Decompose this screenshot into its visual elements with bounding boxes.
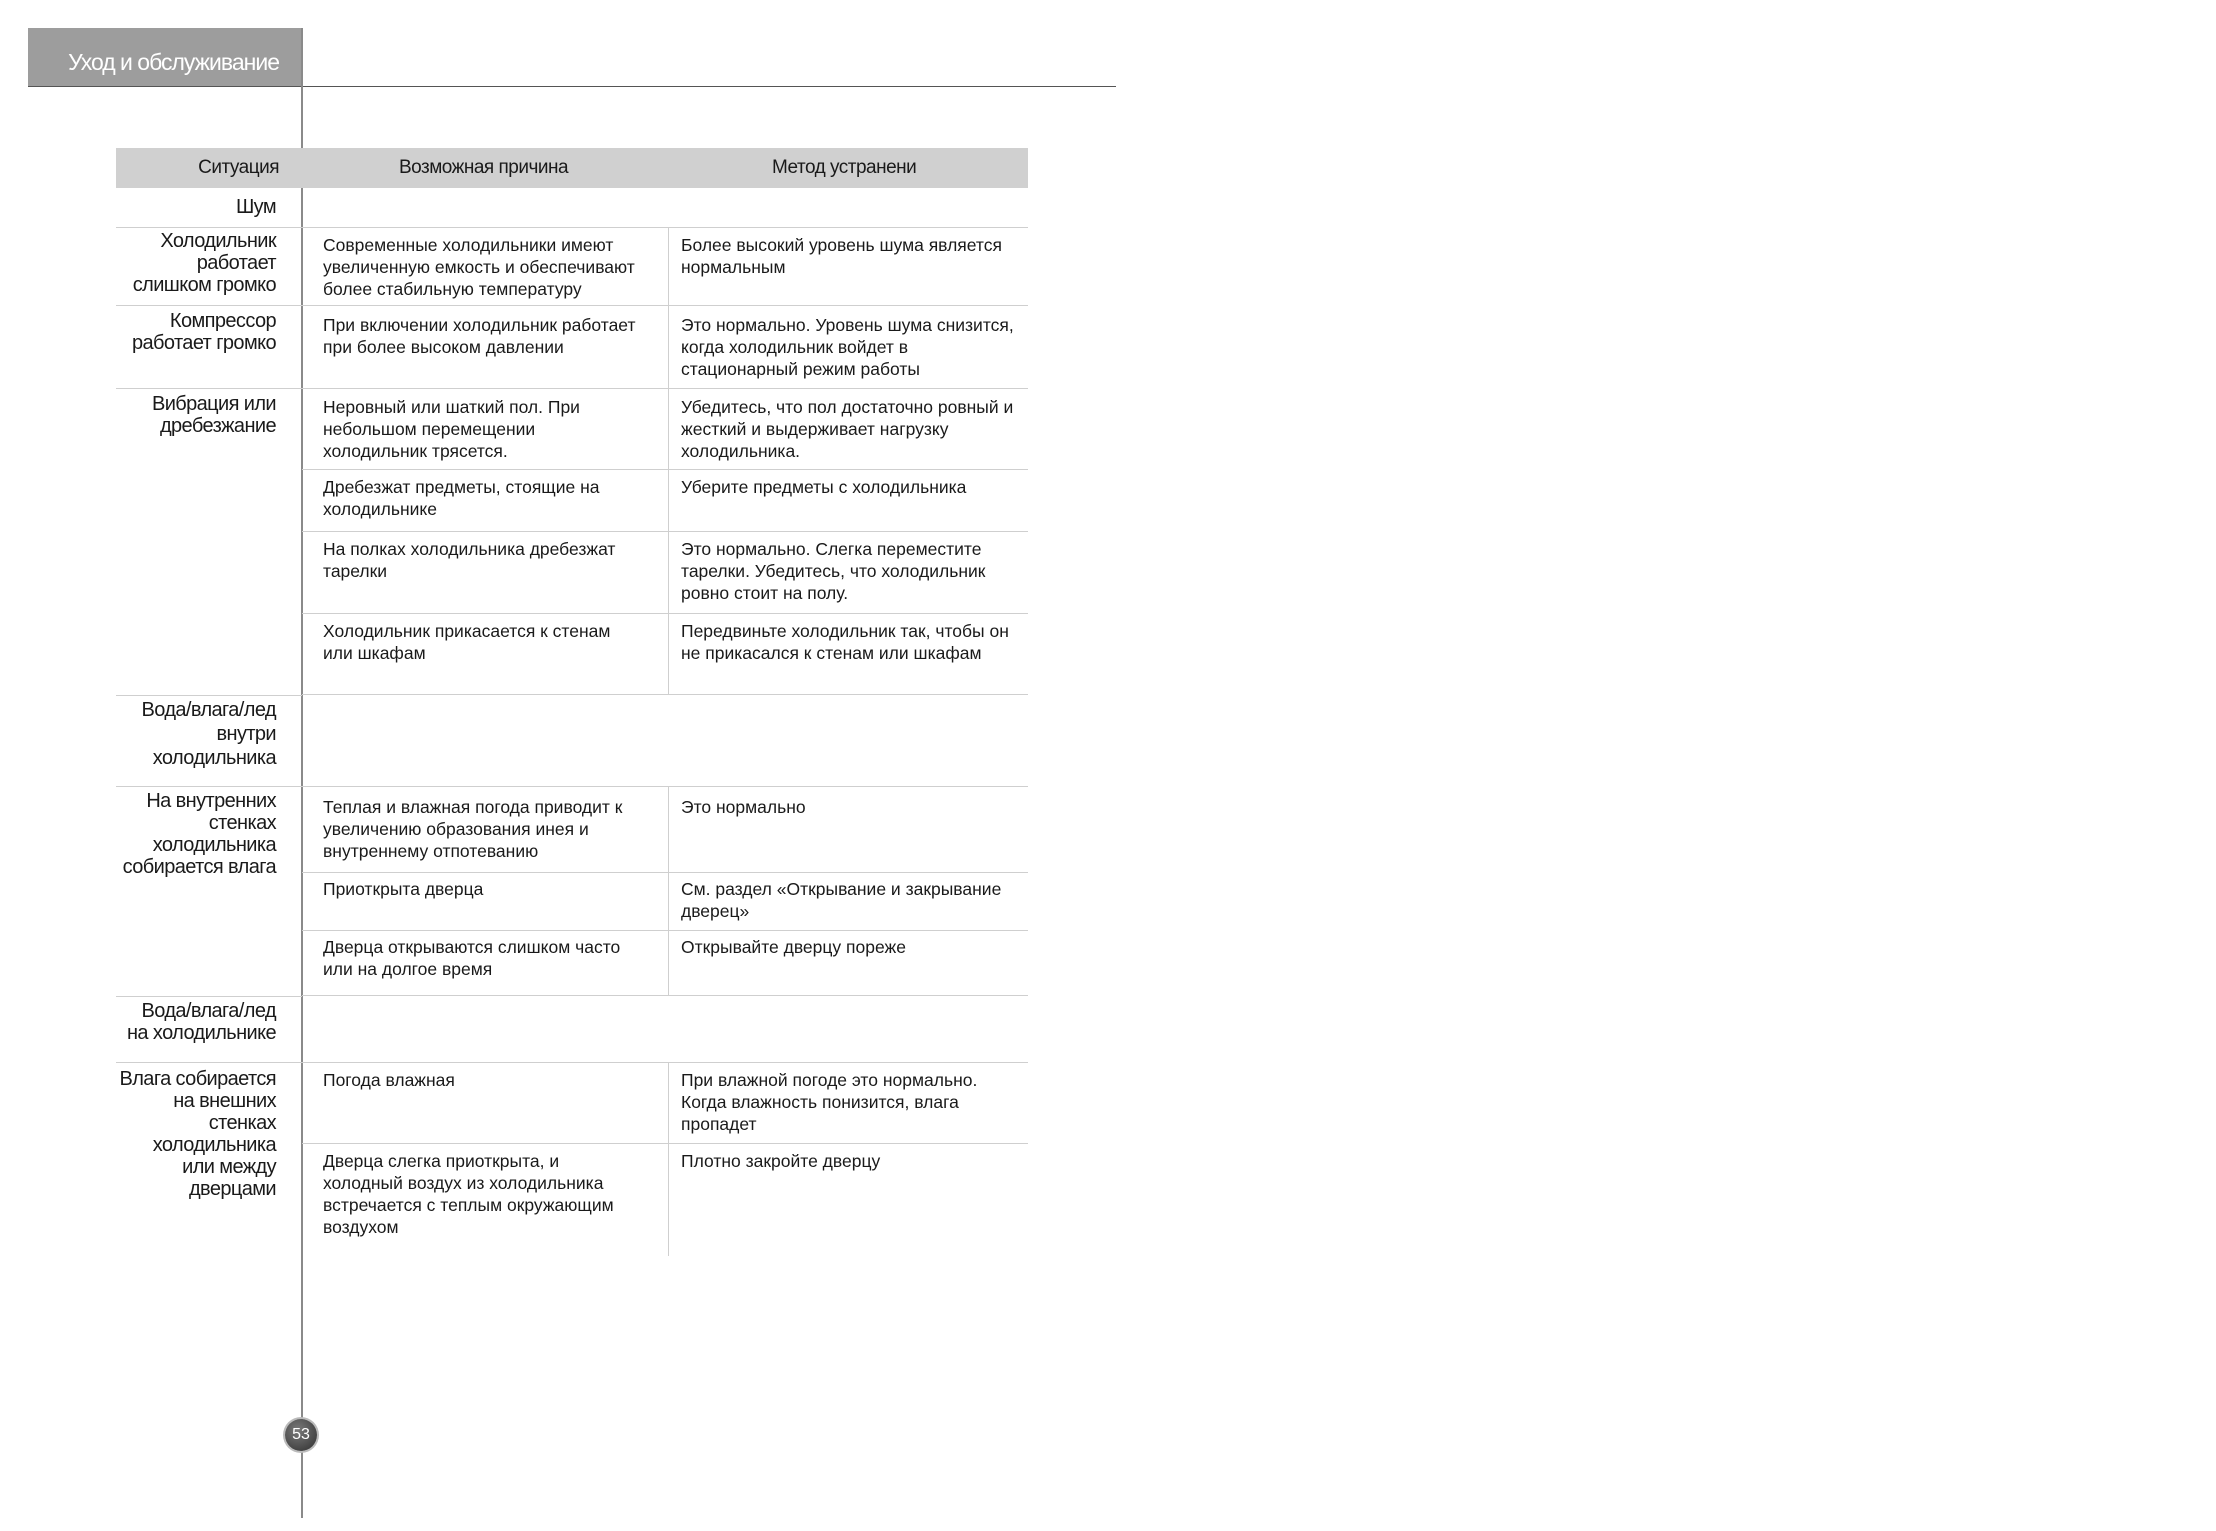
cause-cell: Современные холодильники имеют увеличенную емкость и обеспечивают более стабильную температуру: [323, 235, 635, 299]
cause-cell: Приоткрыта дверца: [323, 879, 484, 899]
group-heading-row: [116, 695, 1028, 787]
page-number-badge: [285, 1419, 317, 1451]
cause-cell: На полках холодильника дребезжат тарелки: [323, 539, 616, 581]
section-title: Уход и обслуживание: [68, 48, 279, 75]
situation-label: Влага собирается на внешних стенках холодильника или между дверцами: [119, 1068, 276, 1200]
fix-cell: Открывайте дверцу пореже: [681, 937, 906, 957]
situation-block: [116, 787, 1028, 996]
cause-cell: При включении холодильник работает при более высоком давлении: [323, 315, 636, 357]
cause-cell: Дребезжат предметы, стоящие на холодильнике: [323, 477, 600, 519]
fix-cell: Убедитесь, что пол достаточно ровный и жесткий и выдерживает нагрузку холодильника.: [681, 397, 1014, 461]
cause-cell: Неровный или шаткий пол. При небольшом перемещении холодильник трясется.: [323, 397, 580, 461]
table-row: [116, 228, 1028, 306]
fix-cell: Это нормально. Уровень шума снизится, когда холодильник войдет в стационарный режим работы: [681, 315, 1014, 379]
table-row: [302, 787, 1028, 873]
fix-cell: См. раздел «Открывание и закрывание дверец»: [681, 879, 1002, 921]
table-row: [116, 306, 1028, 389]
cause-cell: Дверца слегка приоткрыта, и холодный воздух из холодильника встречается с теплым окружающим воздухом: [323, 1151, 614, 1237]
table-row: [302, 1063, 1028, 1144]
group-heading: Вода/влага/лед внутри холодильника: [141, 699, 276, 769]
situation-block: [116, 1063, 1028, 1256]
fix-cell: Уберите предметы с холодильника: [681, 477, 967, 497]
table-row: [302, 470, 1028, 532]
fix-cell: При влажной погоде это нормально. Когда влажность понизится, влага пропадет: [681, 1070, 978, 1134]
table-row: [302, 1144, 1028, 1256]
situation-block: [116, 389, 1028, 695]
cause-cell: Погода влажная: [323, 1070, 455, 1090]
group-heading: Шум: [235, 196, 276, 218]
group-heading-row: [116, 996, 1028, 1063]
situation-label: На внутренних стенках холодильника собирается влага: [122, 790, 276, 878]
header-divider: [28, 86, 1116, 87]
cause-cell: Дверца открываются слишком часто или на долгое время: [323, 937, 621, 979]
situation-label: Вибрация или дребезжание: [151, 393, 276, 437]
table-header: [116, 148, 1028, 188]
column-header-fix: Метод устранени: [772, 157, 917, 178]
group-heading-row: [116, 188, 1028, 228]
column-header-situation: Ситуация: [198, 157, 279, 178]
table-row: [302, 873, 1028, 931]
troubleshooting-table: [116, 148, 1028, 1256]
section-title-tab: [28, 28, 301, 86]
group-heading: Вода/влага/лед на холодильнике: [126, 1000, 276, 1044]
table-row: [302, 931, 1028, 996]
situation-label: Холодильник работает слишком громко: [132, 230, 276, 296]
fix-cell: Это нормально: [681, 797, 806, 817]
situation-label: Компрессор работает громко: [131, 310, 276, 354]
fix-cell: Плотно закройте дверцу: [681, 1151, 881, 1171]
cause-cell: Теплая и влажная погода приводит к увеличению образования инея и внутреннему отпотеванию: [323, 797, 623, 861]
fix-cell: Это нормально. Слегка переместите тарелки. Убедитесь, что холодильник ровно стоит на полу.: [681, 539, 986, 603]
column-header-cause: Возможная причина: [399, 157, 569, 178]
cause-cell: Холодильник прикасается к стенам или шкафам: [323, 621, 611, 663]
page-number: 53: [292, 1426, 310, 1443]
table-row: [302, 614, 1028, 695]
fix-cell: Более высокий уровень шума является нормальным: [681, 235, 1002, 277]
table-row: [302, 389, 1028, 470]
table-row: [302, 532, 1028, 614]
fix-cell: Передвиньте холодильник так, чтобы он не прикасался к стенам или шкафам: [681, 621, 1009, 663]
